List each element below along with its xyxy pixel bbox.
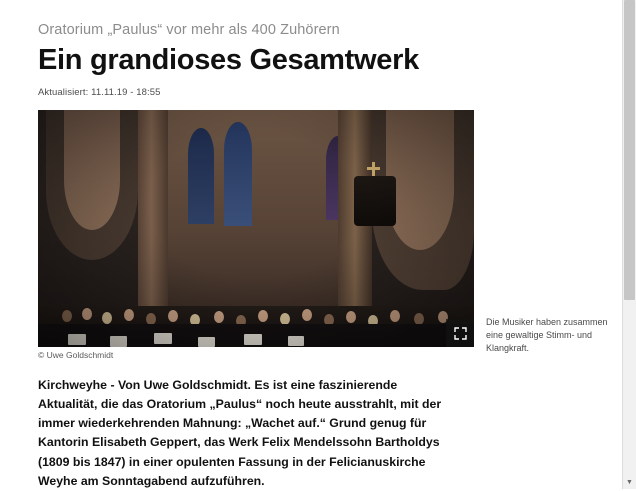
scrollbar-thumb[interactable] [624, 0, 635, 300]
photo-vignette [38, 110, 474, 347]
page-title: Ein grandioses Gesamtwerk [38, 44, 419, 77]
scroll-down-arrow-icon[interactable]: ▼ [626, 479, 633, 486]
article-lead-paragraph: Kirchweyhe - Von Uwe Goldschmidt. Es ist eine faszinierende Aktualität, die das Oratorium „Paulus“ noch heute ausstrahlt, mit der immer wiederkehrenden Mahnung: „Wachet auf.“ Grund genug für Kantorin Elisabeth Geppert, das Werk Felix Mendelssohn Bartholdys (1809 bis 1847) in einer opulenten Fassung in der Felicianuskirche Weyhe am Sonntagabend aufzuführen. [38, 378, 442, 488]
article-figure [38, 110, 474, 361]
expand-image-button[interactable] [446, 319, 474, 347]
article-photo [38, 110, 474, 347]
page-scrollbar[interactable] [622, 0, 636, 489]
article-kicker: Oratorium „Paulus“ vor mehr als 400 Zuhörern [38, 22, 340, 38]
image-credit: © Uwe Goldschmidt [38, 350, 114, 361]
article-media-row [38, 110, 610, 361]
article-timestamp: Aktualisiert: 11.11.19 - 18:55 [38, 87, 161, 99]
image-caption: Die Musiker haben zusammen eine gewaltige Stimm- und Klangkraft. [486, 317, 608, 354]
